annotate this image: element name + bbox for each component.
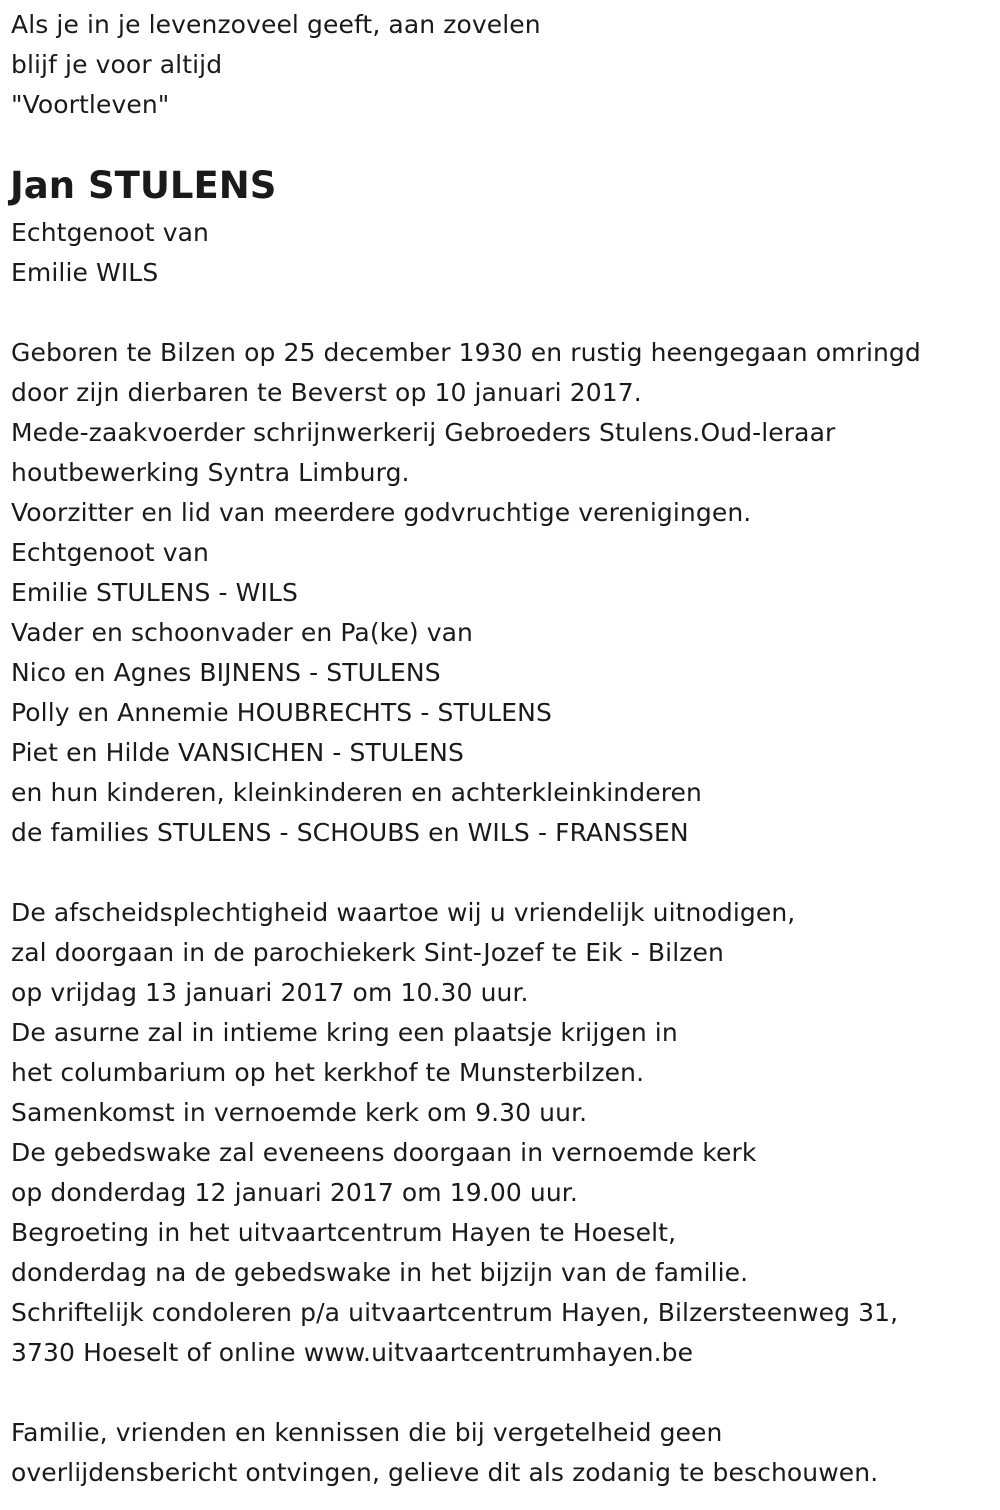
deceased-name: Jan STULENS <box>10 164 277 207</box>
ceremony-section <box>11 893 898 1373</box>
ceremony-line: op donderdag 12 januari 2017 om 19.00 uur. <box>11 1178 578 1207</box>
intro-line: "Voortleven" <box>11 90 170 119</box>
ceremony-line: zal doorgaan in de parochiekerk Sint-Jozef te Eik - Bilzen <box>11 938 724 967</box>
ceremony-line: De asurne zal in intieme kring een plaatsje krijgen in <box>11 1018 678 1047</box>
bio-line: Polly en Annemie HOUBRECHTS - STULENS <box>11 698 552 727</box>
intro-poem <box>11 5 541 125</box>
closing-line: Familie, vrienden en kennissen die bij vergetelheid geen <box>11 1418 723 1447</box>
bio-line: Emilie STULENS - WILS <box>11 578 298 607</box>
closing-note <box>11 1413 878 1493</box>
ceremony-line: het columbarium op het kerkhof te Munsterbilzen. <box>11 1058 645 1087</box>
intro-line: Als je in je levenzoveel geeft, aan zovelen <box>11 10 541 39</box>
intro-line: blijf je voor altijd <box>11 50 223 79</box>
spouse-line: Emilie WILS <box>11 258 159 287</box>
closing-line: overlijdensbericht ontvingen, gelieve dit als zodanig te beschouwen. <box>11 1458 879 1487</box>
ceremony-line: Samenkomst in vernoemde kerk om 9.30 uur. <box>11 1098 588 1127</box>
ceremony-line: De afscheidsplechtigheid waartoe wij u vriendelijk uitnodigen, <box>11 898 796 927</box>
biography-section <box>11 333 921 853</box>
bio-line: Nico en Agnes BIJNENS - STULENS <box>11 658 441 687</box>
ceremony-line: De gebedswake zal eveneens doorgaan in vernoemde kerk <box>11 1138 757 1167</box>
bio-line: Voorzitter en lid van meerdere godvruchtige verenigingen. <box>11 498 752 527</box>
ceremony-line: 3730 Hoeselt of online www.uitvaartcentrumhayen.be <box>11 1338 694 1367</box>
spouse-line: Echtgenoot van <box>11 218 209 247</box>
bio-line: Mede-zaakvoerder schrijnwerkerij Gebroeders Stulens.Oud-leraar <box>11 418 836 447</box>
ceremony-line: Schriftelijk condoleren p/a uitvaartcentrum Hayen, Bilzersteenweg 31, <box>11 1298 899 1327</box>
bio-line: Vader en schoonvader en Pa(ke) van <box>11 618 473 647</box>
bio-line: Geboren te Bilzen op 25 december 1930 en rustig heengegaan omringd <box>11 338 921 367</box>
bio-line: en hun kinderen, kleinkinderen en achterkleinkinderen <box>11 778 702 807</box>
bio-line: de families STULENS - SCHOUBS en WILS - FRANSSEN <box>11 818 689 847</box>
ceremony-line: Begroeting in het uitvaartcentrum Hayen te Hoeselt, <box>11 1218 677 1247</box>
ceremony-line: op vrijdag 13 januari 2017 om 10.30 uur. <box>11 978 529 1007</box>
ceremony-line: donderdag na de gebedswake in het bijzijn van de familie. <box>11 1258 749 1287</box>
bio-line: Piet en Hilde VANSICHEN - STULENS <box>11 738 464 767</box>
spouse-section <box>11 213 209 293</box>
bio-line: door zijn dierbaren te Beverst op 10 januari 2017. <box>11 378 642 407</box>
bio-line: Echtgenoot van <box>11 538 209 567</box>
bio-line: houtbewerking Syntra Limburg. <box>11 458 410 487</box>
